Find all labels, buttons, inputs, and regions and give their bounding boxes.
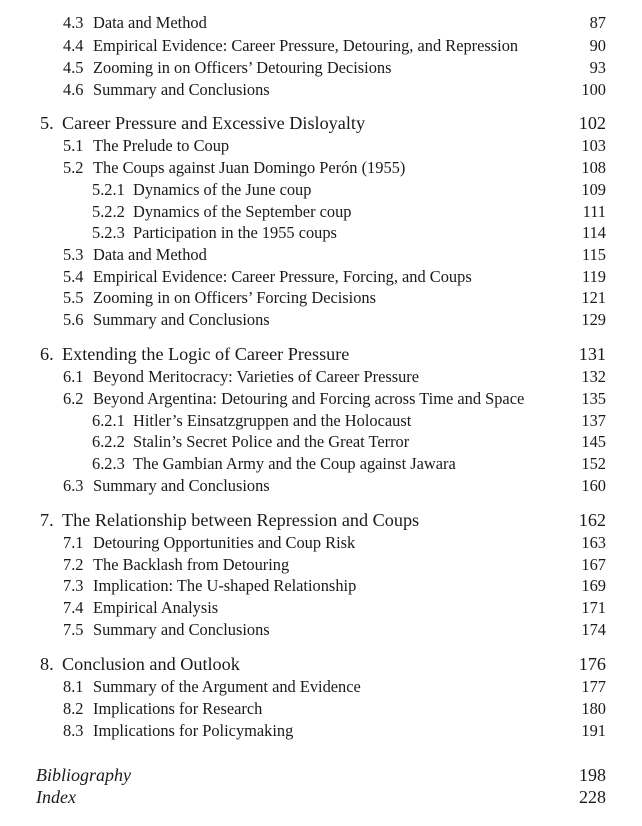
entry-number: 5.3 bbox=[63, 245, 84, 264]
entry-title: The Coups against Juan Domingo Perón (1955) bbox=[93, 158, 406, 177]
entry-page: 160 bbox=[581, 476, 606, 495]
entry-page: 169 bbox=[581, 576, 606, 595]
toc-chapter bbox=[0, 343, 642, 365]
entry-page: 115 bbox=[582, 245, 606, 264]
entry-title: Hitler’s Einsatzgruppen and the Holocaust bbox=[133, 411, 412, 430]
chapter-title: Extending the Logic of Career Pressure bbox=[62, 344, 350, 364]
bibliography-page: 198 bbox=[579, 765, 606, 785]
entry-title: Empirical Analysis bbox=[93, 598, 219, 617]
toc-entry bbox=[0, 244, 642, 266]
entry-title: Beyond Argentina: Detouring and Forcing across Time and Space bbox=[93, 389, 525, 408]
entry-page: 174 bbox=[581, 620, 606, 639]
entry-title: Empirical Evidence: Career Pressure, Detouring, and Repression bbox=[93, 36, 519, 55]
toc-entry bbox=[0, 157, 642, 179]
entry-page: 163 bbox=[581, 533, 606, 552]
toc-entry bbox=[0, 720, 642, 742]
entry-title: Summary and Conclusions bbox=[93, 310, 270, 329]
entry-page: 90 bbox=[589, 36, 606, 55]
toc-chapter bbox=[0, 112, 642, 134]
entry-title: Summary and Conclusions bbox=[93, 476, 270, 495]
entry-number: 6.2 bbox=[63, 389, 84, 408]
entry-number: 5.6 bbox=[63, 310, 84, 329]
entry-title: Data and Method bbox=[93, 13, 207, 32]
entry-page: 114 bbox=[582, 223, 606, 242]
entry-title: Zooming in on Officers’ Detouring Decisions bbox=[93, 58, 392, 77]
entry-number: 4.5 bbox=[63, 58, 84, 77]
toc-index bbox=[0, 786, 642, 808]
entry-page: 171 bbox=[581, 598, 606, 617]
entry-number: 7.3 bbox=[63, 576, 84, 595]
toc-entry bbox=[0, 79, 642, 101]
entry-title: Zooming in on Officers’ Forcing Decisions bbox=[93, 288, 376, 307]
entry-page: 93 bbox=[589, 58, 606, 77]
entry-number: 4.3 bbox=[63, 13, 84, 32]
toc-entry bbox=[0, 135, 642, 157]
toc-entry bbox=[0, 12, 642, 34]
chapter-number: 7. bbox=[40, 510, 54, 530]
entry-page: 137 bbox=[581, 411, 606, 430]
entry-number: 8.3 bbox=[63, 721, 84, 740]
entry-page: 145 bbox=[581, 432, 606, 451]
entry-title: Participation in the 1955 coups bbox=[133, 223, 337, 242]
entry-number: 4.4 bbox=[63, 36, 84, 55]
toc-subentry bbox=[0, 431, 642, 453]
entry-number: 7.2 bbox=[63, 555, 84, 574]
entry-number: 7.1 bbox=[63, 533, 84, 552]
entry-title: Summary and Conclusions bbox=[93, 620, 270, 639]
toc-entry bbox=[0, 676, 642, 698]
entry-page: 167 bbox=[581, 555, 606, 574]
toc-entry bbox=[0, 309, 642, 331]
entry-number: 7.4 bbox=[63, 598, 84, 617]
entry-number: 5.2.3 bbox=[92, 223, 125, 242]
toc-entry bbox=[0, 57, 642, 79]
entry-number: 6.3 bbox=[63, 476, 84, 495]
entry-number: 8.2 bbox=[63, 699, 84, 718]
toc-subentry bbox=[0, 201, 642, 223]
entry-number: 6.2.3 bbox=[92, 454, 125, 473]
entry-title: Detouring Opportunities and Coup Risk bbox=[93, 533, 356, 552]
bibliography-title: Bibliography bbox=[36, 765, 131, 785]
index-page: 228 bbox=[579, 787, 606, 807]
chapter-page: 102 bbox=[578, 113, 606, 133]
chapter-number: 8. bbox=[40, 654, 54, 674]
toc-entry bbox=[0, 366, 642, 388]
entry-page: 100 bbox=[581, 80, 606, 99]
toc-entry bbox=[0, 266, 642, 288]
entry-page: 109 bbox=[581, 180, 606, 199]
entry-title: The Backlash from Detouring bbox=[93, 555, 290, 574]
entry-number: 5.2 bbox=[63, 158, 84, 177]
entry-title: Implication: The U-shaped Relationship bbox=[93, 576, 357, 595]
toc-chapter bbox=[0, 509, 642, 531]
entry-title: Dynamics of the September coup bbox=[133, 202, 352, 221]
toc-chapter bbox=[0, 653, 642, 675]
toc-subentry bbox=[0, 410, 642, 432]
entry-number: 5.4 bbox=[63, 267, 84, 286]
entry-page: 180 bbox=[581, 699, 606, 718]
entry-page: 132 bbox=[581, 367, 606, 386]
entry-title: Data and Method bbox=[93, 245, 207, 264]
toc-entry bbox=[0, 287, 642, 309]
entry-page: 111 bbox=[582, 202, 606, 221]
entry-number: 5.1 bbox=[63, 136, 84, 155]
entry-page: 129 bbox=[581, 310, 606, 329]
entry-page: 135 bbox=[581, 389, 606, 408]
entry-page: 119 bbox=[582, 267, 606, 286]
toc-entry bbox=[0, 619, 642, 641]
entry-page: 152 bbox=[581, 454, 606, 473]
chapter-page: 176 bbox=[578, 654, 606, 674]
entry-page: 121 bbox=[581, 288, 606, 307]
entry-title: Summary of the Argument and Evidence bbox=[93, 677, 361, 696]
entry-title: Implications for Research bbox=[93, 699, 263, 718]
entry-number: 5.2.1 bbox=[92, 180, 125, 199]
entry-number: 7.5 bbox=[63, 620, 84, 639]
toc-entry bbox=[0, 575, 642, 597]
entry-number: 5.2.2 bbox=[92, 202, 125, 221]
chapter-title: Conclusion and Outlook bbox=[62, 654, 240, 674]
entry-page: 87 bbox=[589, 13, 606, 32]
toc-entry bbox=[0, 554, 642, 576]
toc-subentry bbox=[0, 222, 642, 244]
entry-page: 177 bbox=[581, 677, 606, 696]
toc-entry bbox=[0, 532, 642, 554]
chapter-title: Career Pressure and Excessive Disloyalty bbox=[62, 113, 366, 133]
entry-page: 108 bbox=[581, 158, 606, 177]
chapter-title: The Relationship between Repression and Coups bbox=[62, 510, 420, 530]
toc-subentry bbox=[0, 453, 642, 475]
entry-title: The Prelude to Coup bbox=[93, 136, 230, 155]
entry-title: Summary and Conclusions bbox=[93, 80, 270, 99]
toc-entry bbox=[0, 597, 642, 619]
entry-number: 6.2.1 bbox=[92, 411, 125, 430]
entry-title: Beyond Meritocracy: Varieties of Career Pressure bbox=[93, 367, 420, 386]
toc-entry bbox=[0, 698, 642, 720]
entry-title: Implications for Policymaking bbox=[93, 721, 294, 740]
entry-page: 103 bbox=[581, 136, 606, 155]
entry-number: 4.6 bbox=[63, 80, 84, 99]
chapter-number: 5. bbox=[40, 113, 54, 133]
toc-entry bbox=[0, 388, 642, 410]
entry-title: The Gambian Army and the Coup against Jawara bbox=[133, 454, 456, 473]
entry-number: 8.1 bbox=[63, 677, 84, 696]
chapter-page: 131 bbox=[578, 344, 606, 364]
entry-page: 191 bbox=[581, 721, 606, 740]
entry-number: 6.1 bbox=[63, 367, 84, 386]
chapter-page: 162 bbox=[578, 510, 606, 530]
entry-number: 6.2.2 bbox=[92, 432, 125, 451]
toc-bibliography bbox=[0, 764, 642, 786]
index-title: Index bbox=[36, 787, 76, 807]
toc-entry bbox=[0, 475, 642, 497]
entry-title: Empirical Evidence: Career Pressure, Forcing, and Coups bbox=[93, 267, 472, 286]
entry-number: 5.5 bbox=[63, 288, 84, 307]
entry-title: Dynamics of the June coup bbox=[133, 180, 312, 199]
toc-entry bbox=[0, 35, 642, 57]
chapter-number: 6. bbox=[40, 344, 54, 364]
entry-title: Stalin’s Secret Police and the Great Terror bbox=[133, 432, 410, 451]
toc-subentry bbox=[0, 179, 642, 201]
